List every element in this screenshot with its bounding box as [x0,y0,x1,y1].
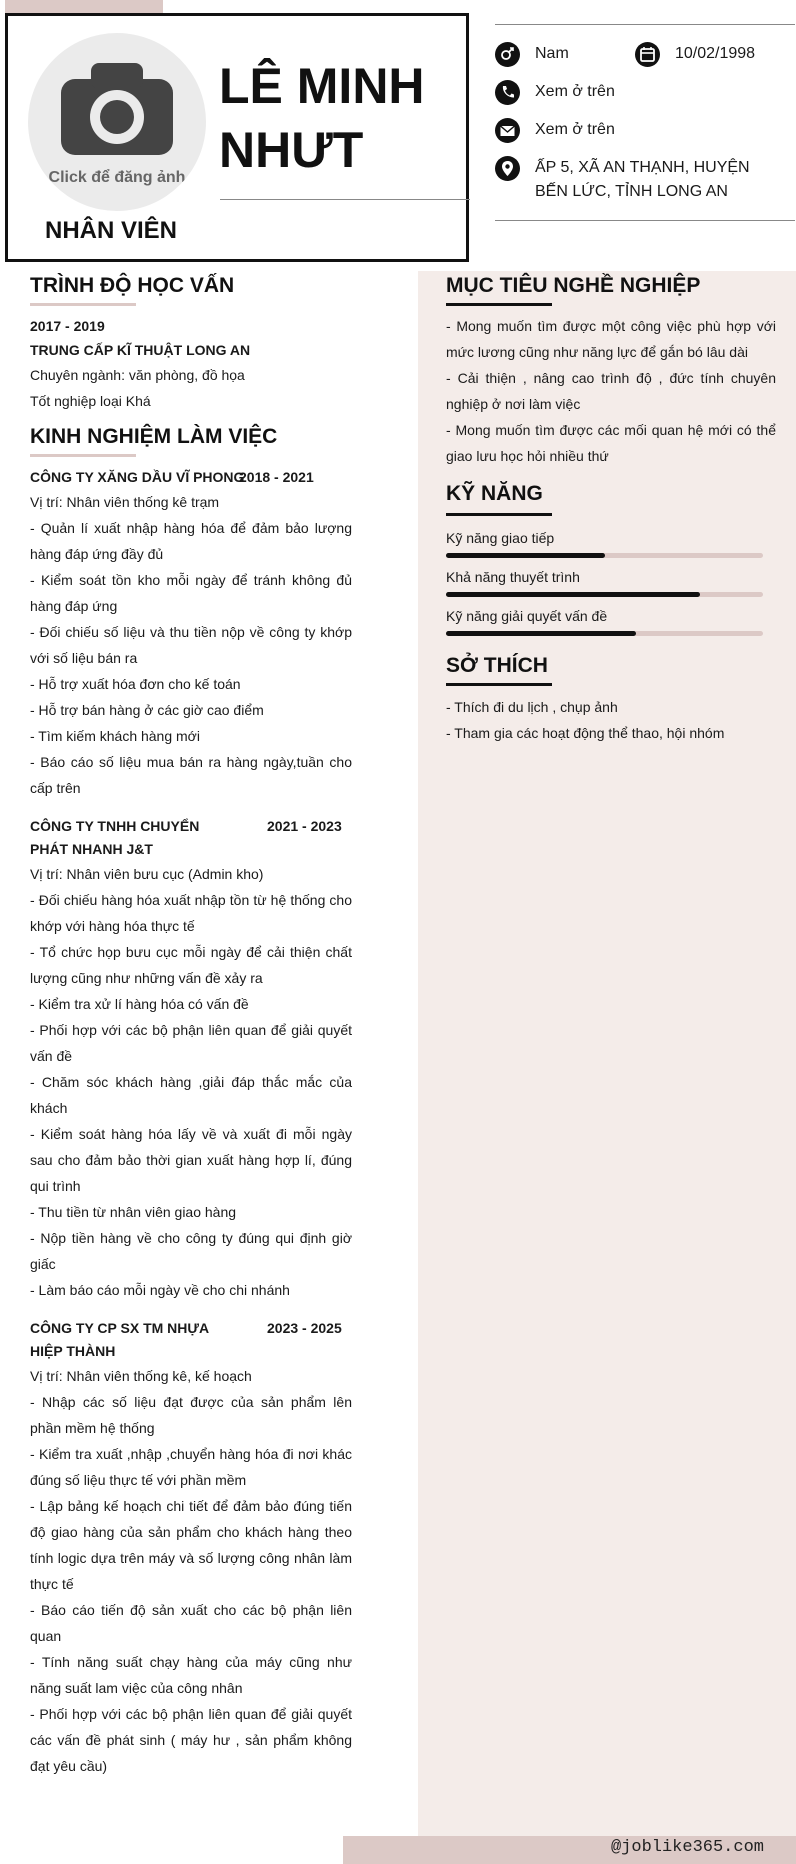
job-duty: - Nộp tiền hàng về cho công ty đúng qui định giờ giấc [30,1230,352,1272]
job-duty: - Nhập các số liệu đạt được của sản phẩm lên phần mềm hệ thống [30,1394,352,1436]
skill-label: Kỹ năng giải quyết vấn đề [446,608,608,624]
job-duty: - Tính năng suất chạy hàng của máy cũng như năng suất lam việc của công nhân [30,1654,352,1696]
job-duty: - Hỗ trợ bán hàng ở các giờ cao điểm [30,702,264,718]
objective-item: - Cải thiện , nâng cao trình độ , đức tính chuyên nghiệp ở nơi làm việc [446,370,776,412]
job-duty: - Báo cáo số liệu mua bán ra hàng ngày,tuần cho cấp trên [30,754,352,796]
right-column-background [418,271,796,1864]
skills-title: KỸ NĂNG [446,482,543,505]
job-duty: - Chăm sóc khách hàng ,giải đáp thắc mắc của khách [30,1074,352,1116]
skill-level-fill [446,592,700,597]
skill-label: Kỹ năng giao tiếp [446,530,555,546]
name-divider [220,199,470,200]
education-school: TRUNG CẤP KĨ THUẬT LONG AN [30,342,251,358]
phone-value: Xem ở trên [535,83,615,100]
job-duty: - Báo cáo tiến độ sản xuất cho các bộ phận liên quan [30,1602,352,1644]
job-header [30,466,352,489]
skill-item [446,566,763,597]
job-duty: - Đối chiếu số liệu và thu tiền nộp về công ty khớp với số liệu bán ra [30,624,352,666]
job-duty: - Quản lí xuất nhập hàng hóa để đảm bảo lượng hàng đáp ứng đầy đủ [30,520,352,562]
education-title-underline [30,303,136,306]
job-period: 2018 - 2021 [239,469,314,485]
job-duty: - Lập bảng kế hoạch chi tiết để đảm bảo đúng tiến độ giao hàng của sản phẩm cho khách hàng theo tính logic dựa trên máy và số lượng công nhân làm thực tế [30,1498,352,1592]
skill-item [446,605,763,636]
job-duty: - Làm báo cáo mỗi ngày về cho chi nhánh [30,1282,290,1298]
header-box [5,13,469,262]
job-duty: - Hỗ trợ xuất hóa đơn cho kế toán [30,676,241,692]
job-company: CÔNG TY TNHH CHUYỂN PHÁT NHANH J&T [30,818,200,857]
candidate-name [219,54,479,182]
job-period: 2023 - 2025 [267,1320,342,1336]
skill-level-fill [446,631,636,636]
job-position: Vị trí: Nhân viên thống kê trạm [30,494,220,510]
objective-title-underline [446,303,552,306]
job-position: Vị trí: Nhân viên thống kê, kế hoạch [30,1368,252,1384]
education-title: TRÌNH ĐỘ HỌC VẤN [30,274,235,297]
hobby-item: - Tham gia các hoạt động thể thao, hội nhóm [446,725,725,741]
envelope-icon [495,118,520,143]
job-duty: - Tổ chức họp bưu cục mỗi ngày để cải thiện chất lượng cũng như những vấn đề xảy ra [30,944,352,986]
hobbies-section [446,694,776,746]
gender-value: Nam [535,45,569,62]
job-duty: - Thu tiền từ nhân viên giao hàng [30,1204,237,1220]
skill-level-track [446,553,763,558]
calendar-icon [635,42,660,67]
map-pin-icon [495,156,520,181]
job-header [30,1317,352,1363]
job-duty: - Phối hợp với các bộ phận liên quan để giải quyết vấn đề [30,1022,352,1064]
objective-item: - Mong muốn tìm được một công việc phù hợp với mức lương cũng như năng lực để gắn bó lâu dài [446,318,776,360]
hobbies-title-underline [446,683,552,686]
skill-label: Khả năng thuyết trình [446,569,580,585]
education-section [30,314,352,414]
birthdate-value: 10/02/1998 [675,45,756,62]
experience-title: KINH NGHIỆM LÀM VIỆC [30,425,278,448]
gender-icon [495,42,520,67]
job-duty: - Kiểm soát tồn kho mỗi ngày để tránh không đủ hàng đáp ứng [30,572,352,614]
hobbies-title: SỞ THÍCH [446,654,548,677]
job-header [30,815,352,861]
education-period: 2017 - 2019 [30,318,105,334]
skill-level-track [446,631,763,636]
address-value: ẤP 5, XÃ AN THẠNH, HUYỆN BẾN LỨC, TỈNH LONG AN [535,159,750,200]
job-duty: - Phối hợp với các bộ phận liên quan để giải quyết các vấn đề phát sinh ( máy hư , sản phẩm không đạt yêu cầu) [30,1706,352,1774]
contact-divider-bottom [495,220,795,221]
job-position: Vị trí: Nhân viên bưu cục (Admin kho) [30,866,264,882]
experience-section [30,454,352,1779]
phone-icon [495,80,520,105]
email-value: Xem ở trên [535,121,615,138]
name-line-2: NHƯT [219,122,364,178]
job-duty: - Kiểm tra xuất ,nhập ,chuyển hàng hóa đi nơi khác đúng số liệu thực tế với phần mềm [30,1446,352,1488]
avatar-upload[interactable] [28,33,206,211]
objective-title: MỤC TIÊU NGHỀ NGHIỆP [446,274,701,297]
skills-title-underline [446,513,552,516]
job-duty: - Kiểm tra xử lí hàng hóa có vấn đề [30,996,249,1012]
camera-icon [61,63,173,155]
skill-level-track [446,592,763,597]
skill-item [446,527,763,558]
education-grade: Tốt nghiệp loại Khá [30,393,151,409]
job-duty: - Tìm kiếm khách hàng mới [30,728,200,744]
watermark: @joblike365.com [610,1838,764,1857]
hobby-item: - Thích đi du lịch , chụp ảnh [446,699,618,715]
contact-divider-top [495,24,795,25]
job-period: 2021 - 2023 [267,818,342,834]
job-company: CÔNG TY XĂNG DẦU VĨ PHONG [30,469,245,485]
job-company: CÔNG TY CP SX TM NHỰA HIỆP THÀNH [30,1320,209,1359]
job-duty: - Đối chiếu hàng hóa xuất nhập tồn từ hệ thống cho khớp với hàng hóa thực tế [30,892,352,934]
education-major: Chuyên ngành: văn phòng, đồ họa [30,367,245,383]
objective-section [446,313,776,469]
objective-item: - Mong muốn tìm được các mối quan hệ mới có thể giao lưu học hỏi nhiều thứ [446,422,776,464]
job-duty: - Kiểm soát hàng hóa lấy về và xuất đi mỗi ngày sau cho đảm bảo thời gian xuất hàng hợp lí, đúng qui trình [30,1126,352,1194]
job-title: NHÂN VIÊN [45,217,178,244]
skill-level-fill [446,553,605,558]
photo-caption: Click để đăng ảnh [48,169,186,186]
name-line-1: LÊ MINH [219,58,425,114]
